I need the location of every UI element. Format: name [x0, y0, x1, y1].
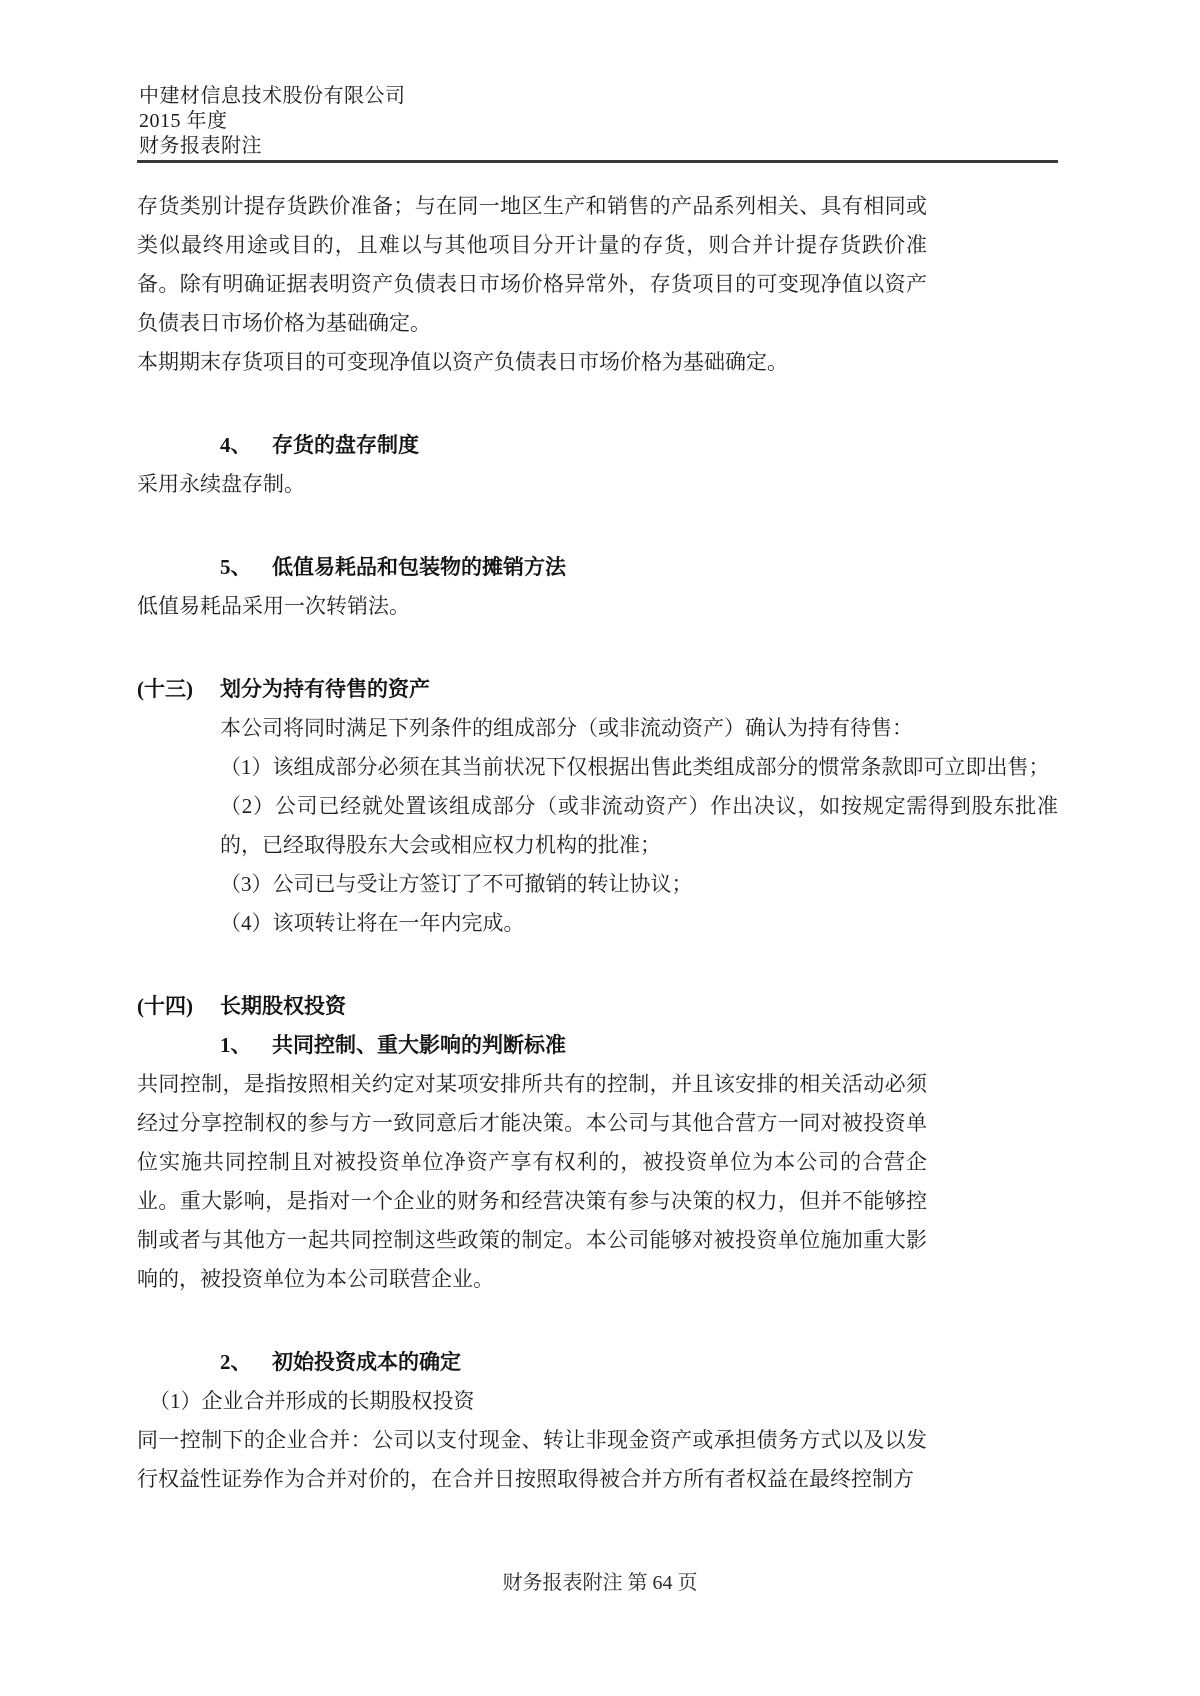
section-13-body [220, 709, 1058, 943]
subsection-4-body: 采用永续盘存制。 [137, 472, 305, 496]
subsection-5-body: 低值易耗品采用一次转销法。 [137, 594, 410, 618]
section-13-number: (十三) [137, 677, 193, 701]
subsection-14-2-heading [220, 1343, 1062, 1382]
subsection-5-title: 低值易耗品和包装物的摊销方法 [272, 555, 566, 579]
inventory-provision-paragraph: 存货类别计提存货跌价准备；与在同一地区生产和销售的产品系列相关、具有相同或类似最终用途或目的，且难以与其他项目分开计量的存货，则合并计提存货跌价准备。除有明确证据表明资产负债表日市场价格异常外，存货项目的可变现净值以资产负债表日市场价格为基础确定。 [137, 194, 927, 335]
page-header [139, 84, 406, 159]
subsection-14-2-title: 初始投资成本的确定 [272, 1350, 461, 1374]
header-company-name: 中建材信息技术股份有限公司 [139, 85, 406, 107]
section-13-item-2: （2）公司已经就处置该组成部分（或非流动资产）作出决议，如按规定需得到股东批准的，已经取得股东大会或相应权力机构的批准； [220, 794, 1058, 857]
subsection-14-1-body: 共同控制，是指按照相关约定对某项安排所共有的控制，并且该安排的相关活动必须经过分享控制权的参与方一致同意后才能决策。本公司与其他合营方一同对被投资单位实施共同控制且对被投资单位净资产享有权利的，被投资单位为本公司的合营企业。重大影响，是指对一个企业的财务和经营决策有参与决策的权力，但并不能够控制或者与其他方一起共同控制这些政策的制定。本公司能够对被投资单位施加重大影响的，被投资单位为本公司联营企业。 [137, 1072, 927, 1291]
section-13-item-1: （1）该组成部分必须在其当前状况下仅根据出售此类组成部分的惯常条款即可立即出售； [220, 755, 1050, 779]
page-body [137, 187, 1062, 1499]
subsection-5-heading [220, 548, 1062, 587]
subsection-5-number: 5、 [220, 555, 252, 579]
section-13-item-4: （4）该项转让将在一年内完成。 [220, 911, 525, 935]
header-doc-title: 财务报表附注 [139, 135, 262, 157]
section-14-number: (十四) [137, 994, 193, 1018]
section-13-item-3: （3）公司已与受让方签订了不可撤销的转让协议； [220, 872, 693, 896]
header-rule [137, 160, 1058, 163]
subsection-14-1-number: 1、 [220, 1033, 252, 1057]
subsection-14-1-heading [220, 1026, 1062, 1065]
subsection-14-2-number: 2、 [220, 1350, 252, 1374]
section-13-heading [137, 670, 1062, 709]
section-14-heading [137, 987, 1062, 1026]
subsection-14-2-item-label: （1）企业合并形成的长期股权投资 [149, 1389, 475, 1413]
section-13-title: 划分为持有待售的资产 [220, 677, 430, 701]
header-report-year: 2015 年度 [139, 110, 228, 132]
subsection-14-2-body: 同一控制下的企业合并：公司以支付现金、转让非现金资产或承担债务方式以及以发行权益性证券作为合并对价的，在合并日按照取得被合并方所有者权益在最终控制方 [137, 1428, 927, 1491]
page-footer: 财务报表附注 第 64 页 [502, 1572, 698, 1594]
subsection-4-heading [220, 426, 1062, 465]
section-14-title: 长期股权投资 [220, 994, 346, 1018]
subsection-14-1-title: 共同控制、重大影响的判断标准 [272, 1033, 566, 1057]
subsection-4-title: 存货的盘存制度 [272, 433, 419, 457]
inventory-nrv-paragraph: 本期期末存货项目的可变现净值以资产负债表日市场价格为基础确定。 [137, 350, 788, 374]
section-13-intro: 本公司将同时满足下列条件的组成部分（或非流动资产）确认为持有待售： [220, 716, 913, 740]
subsection-4-number: 4、 [220, 433, 252, 457]
